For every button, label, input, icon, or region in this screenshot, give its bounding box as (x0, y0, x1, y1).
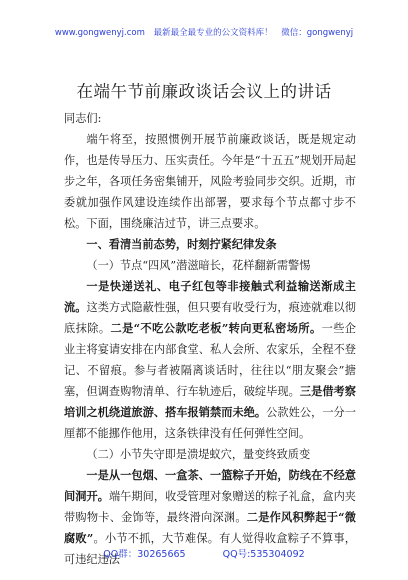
section-heading-1: 一、看清当前态势，时刻拧紧纪律发条 (86, 237, 277, 251)
footer-qq: QQ号:535304092 (222, 549, 305, 560)
page-footer (0, 546, 408, 560)
header-site-link[interactable]: www.gongwenyj.com (54, 28, 145, 38)
header-wechat: 微信：gongwenyj (281, 28, 354, 38)
point-1-2-text: 一些企业主将宴请安排在内部食堂、私人会所、农家乐，全程不登记、不留痕。参与者被隔离谈话时，往往以“朋友聚会”搪塞，但调查购物清单、行车轨迹后，破绽毕现。 (64, 322, 356, 398)
salutation: 同志们: (64, 112, 102, 125)
point-2-2-text: 。小节不抓，大节难保。有人觉得收盒粽子不算事，可违纪违法 (64, 532, 356, 566)
point-1-3-text: 公款姓公，一分一厘都不能挪作他用，这条铁律没有任何弹性空间。 (64, 406, 356, 440)
point-2-2: 二是作风积弊起于“微腐败” (64, 510, 356, 545)
intro-paragraph: 端午将至，按照惯例开展节前廉政谈话，既是规定动作，也是传导压力、压实责任。今年是“十五五”规划开局起步之年，各项任务密集铺开，风险考验同步交织。近期，市委就加强作风建设连续作出部署，要求每个节点都寸步不松。下面，围绕廉洁过节，讲三点要求。 (64, 133, 356, 230)
subheading-2: （二）小节失守即是溃堤蚁穴，量变终致质变 (86, 448, 311, 461)
point-2-1-text: 端午期间，收受管理对象赠送的粽子礼盒，盒内夹带购物卡、金饰等，最终滑向深渊。 (64, 490, 356, 524)
footer-qq-group: QQ群：30265665 (103, 549, 186, 560)
document-body (64, 108, 356, 570)
document-title: 在端午节前廉政谈话会议上的讲话 (76, 82, 332, 101)
page-header (0, 26, 408, 38)
point-1-2: 二是“不吃公款吃老板”转向更私密场所。 (110, 321, 322, 335)
point-2-1: 一是从一包烟、一盒茶、一篮粽子开始，防线在不经意间洞开。 (64, 468, 356, 503)
paragraph-1 (64, 276, 356, 444)
header-slogan: 最新最全最专业的公文资料库！ (153, 28, 273, 38)
point-1-3: 三是借考察培训之机绕道旅游、搭车报销禁而未绝。 (64, 384, 356, 419)
point-1-1: 一是快递送礼、电子红包等非接触式利益输送渐成主流。 (64, 279, 356, 314)
subheading-1: （一）节点“四风”潜滋暗长，花样翻新需警惕 (86, 259, 311, 272)
point-1-1-text: 这类方式隐蔽性强，但只要有收受行为，痕迹就难以彻底抹除。 (64, 301, 356, 335)
